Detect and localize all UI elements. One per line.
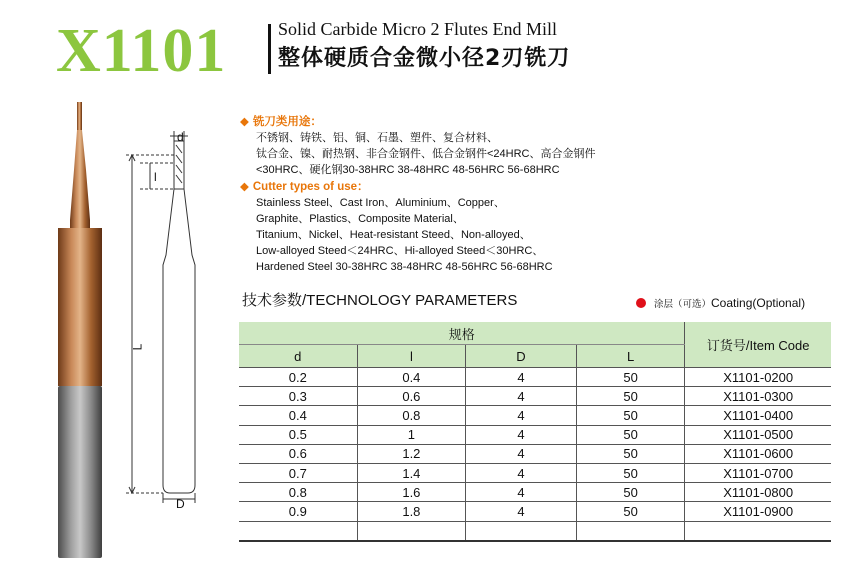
dim-label-l: l: [154, 170, 157, 184]
header-divider: [268, 24, 271, 74]
cell-empty: [466, 521, 577, 541]
cell-D: 4: [466, 483, 577, 502]
cell-L: 50: [576, 406, 685, 425]
cell-item-code: X1101-0600: [685, 444, 831, 463]
table-row: [239, 368, 831, 387]
cell-L: 50: [576, 387, 685, 406]
cell-l: 1.2: [357, 444, 466, 463]
cell-d: 0.3: [239, 387, 357, 406]
cell-D: 4: [466, 425, 577, 444]
cell-d: 0.5: [239, 425, 357, 444]
cell-l: 1.4: [357, 463, 466, 482]
table-row: [239, 387, 831, 406]
cell-d: 0.2: [239, 368, 357, 387]
diamond-bullet-icon: ◆: [240, 116, 249, 128]
spec-group-header: 规格: [239, 322, 685, 345]
cell-L: 50: [576, 368, 685, 387]
cell-l: 1.8: [357, 502, 466, 521]
model-number: X1101: [56, 17, 227, 85]
coating-note: 涂层（可选）Coating(Optional): [636, 296, 805, 312]
cell-D: 4: [466, 502, 577, 521]
cell-L: 50: [576, 463, 685, 482]
tool-coated-shank: [58, 228, 102, 386]
title-english: Solid Carbide Micro 2 Flutes End Mill: [278, 19, 557, 39]
title-chinese: 整体硬质合金微小径2刃铣刀: [278, 46, 571, 71]
table-row: [239, 444, 831, 463]
usage-en-line: Stainless Steel、Cast Iron、Aluminium、Copper、: [256, 197, 505, 209]
table-row: [239, 483, 831, 502]
table-row: [239, 406, 831, 425]
cell-d: 0.4: [239, 406, 357, 425]
cell-empty: [357, 521, 466, 541]
dim-label-d: d: [177, 130, 184, 144]
drawing-body: [163, 189, 195, 493]
cell-d: 0.7: [239, 463, 357, 482]
cell-l: 0.8: [357, 406, 466, 425]
table-row-empty: [239, 521, 831, 541]
usage-en-line: Low-alloyed Steed＜24HRC、Hi-alloyed Steed＜30HRC、: [256, 245, 544, 257]
table-row: [239, 502, 831, 521]
tool-steel-shank: [58, 386, 102, 558]
cell-l: 1: [357, 425, 466, 444]
cell-d: 0.6: [239, 444, 357, 463]
col-header-d: d: [239, 345, 357, 368]
cell-d: 0.9: [239, 502, 357, 521]
usage-cn-line: 不锈钢、铸铁、铝、铜、石墨、塑件、复合材料、: [256, 132, 498, 144]
table-row: [239, 463, 831, 482]
table-row: [239, 425, 831, 444]
cell-L: 50: [576, 502, 685, 521]
col-header-D: D: [466, 345, 577, 368]
col-header-l: l: [357, 345, 466, 368]
usage-cn-line: <30HRC、硬化钢30-38HRC 38-48HRC 48-56HRC 56-68HRC: [256, 164, 560, 176]
cell-D: 4: [466, 368, 577, 387]
cell-D: 4: [466, 406, 577, 425]
cell-l: 1.6: [357, 483, 466, 502]
end-mill-photo: [50, 100, 110, 562]
red-dot-icon: [636, 298, 646, 308]
cell-d: 0.8: [239, 483, 357, 502]
col-header-L: L: [576, 345, 685, 368]
tool-tip: [77, 102, 82, 130]
cell-l: 0.4: [357, 368, 466, 387]
cell-empty: [685, 521, 831, 541]
drawing-flutes: [176, 145, 182, 183]
item-code-header: 订货号/Item Code: [685, 322, 831, 368]
spec-table: [239, 322, 831, 542]
params-title: 技术参数/TECHNOLOGY PARAMETERS: [242, 292, 518, 309]
cell-empty: [576, 521, 685, 541]
usage-en-line: Graphite、Plastics、Composite Material、: [256, 213, 464, 225]
cell-D: 4: [466, 444, 577, 463]
dim-label-D: D: [176, 497, 185, 511]
cell-empty: [239, 521, 357, 541]
cell-item-code: X1101-0800: [685, 483, 831, 502]
cell-item-code: X1101-0700: [685, 463, 831, 482]
cell-item-code: X1101-0900: [685, 502, 831, 521]
end-mill-drawing: [110, 125, 230, 515]
cell-L: 50: [576, 425, 685, 444]
diamond-bullet-icon: ◆: [240, 181, 249, 193]
usage-en-line: Hardened Steel 30-38HRC 38-48HRC 48-56HRC 56-68HRC: [256, 261, 553, 273]
cell-item-code: X1101-0500: [685, 425, 831, 444]
cell-item-code: X1101-0200: [685, 368, 831, 387]
usage-cn-heading: ◆ 铣刀类用途：: [240, 116, 322, 128]
usage-en-heading: ◆ Cutter types of use：: [240, 181, 369, 193]
cell-L: 50: [576, 483, 685, 502]
usage-cn-line: 钛合金、镍、耐热钢、非合金钢件、低合金钢件<24HRC、高合金钢件: [256, 148, 596, 160]
cell-L: 50: [576, 444, 685, 463]
cell-item-code: X1101-0300: [685, 387, 831, 406]
cell-D: 4: [466, 463, 577, 482]
cell-l: 0.6: [357, 387, 466, 406]
tool-neck: [70, 130, 90, 230]
cell-D: 4: [466, 387, 577, 406]
dim-label-L: L: [130, 343, 145, 351]
cell-item-code: X1101-0400: [685, 406, 831, 425]
usage-en-line: Titanium、Nickel、Heat-resistant Steed、Non-alloyed、: [256, 229, 531, 241]
